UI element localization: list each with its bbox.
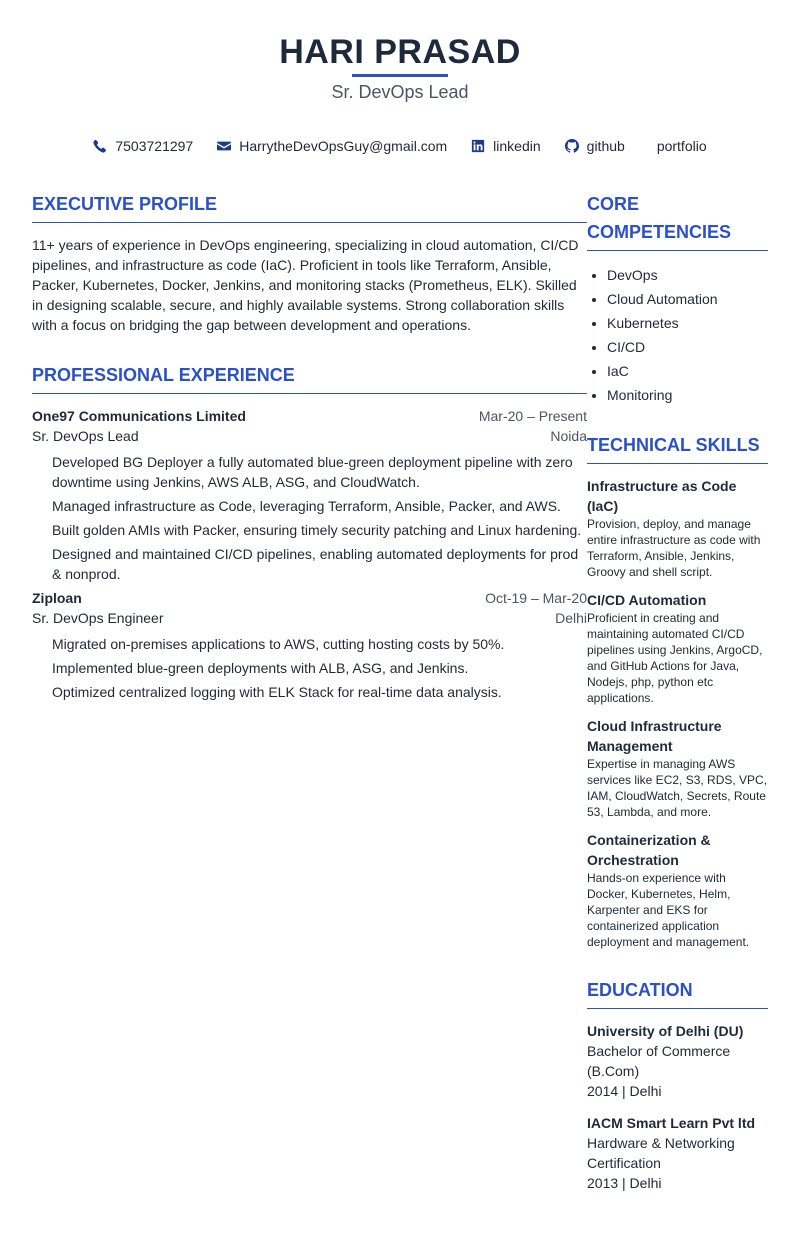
- skill-title: CI/CD Automation: [587, 592, 707, 608]
- edu-school: University of Delhi (DU): [587, 1023, 744, 1039]
- competency-item: • Cloud Automation: [607, 287, 768, 311]
- job-location: Noida: [550, 428, 587, 444]
- job-bullet: Implemented blue-green deployments with ALB, ASG, and Jenkins.: [52, 660, 469, 676]
- education-item: [587, 1113, 768, 1193]
- edu-school: IACM Smart Learn Pvt ltd: [587, 1115, 756, 1131]
- skill-item: [587, 830, 768, 950]
- contact-github-text: github: [586, 138, 625, 154]
- skill-title: Containerization & Orchestration: [587, 832, 711, 868]
- job-bullets: [32, 452, 587, 584]
- experience-section: [32, 361, 587, 702]
- edu-meta: 2013 | Delhi: [587, 1175, 662, 1191]
- name-underline: [352, 74, 448, 77]
- section-title-competencies: CORE COMPETENCIES: [587, 190, 768, 251]
- skill-title: Cloud Infrastructure Management: [587, 718, 722, 754]
- skill-title: Infrastructure as Code (IaC): [587, 478, 737, 514]
- skill-item: [587, 716, 768, 820]
- job-bullet: Migrated on-premises applications to AWS, cutting hosting costs by 50%.: [52, 636, 505, 652]
- contact-linkedin-text: linkedin: [493, 138, 541, 154]
- executive-profile-section: [32, 190, 587, 335]
- competency-item: • IaC: [607, 359, 768, 383]
- resume-header: [0, 30, 800, 103]
- contact-phone-text: 7503721297: [115, 138, 194, 154]
- job-location: Delhi: [555, 610, 587, 626]
- skill-desc: Expertise in managing AWS services like EC2, S3, RDS, VPC, IAM, CloudWatch, Secrets, Route 53, Lambda, and more.: [587, 757, 768, 819]
- contact-portfolio[interactable]: [657, 137, 707, 155]
- job-position: Sr. DevOps Lead: [32, 428, 139, 444]
- job-position: Sr. DevOps Engineer: [32, 610, 164, 626]
- job-dates: Oct-19 – Mar-20: [485, 590, 587, 606]
- job-entry: [32, 588, 587, 702]
- contact-linkedin[interactable]: [471, 137, 540, 155]
- contact-bar: [0, 137, 800, 155]
- section-title-experience: PROFESSIONAL EXPERIENCE: [32, 361, 587, 394]
- skill-desc: Proficient in creating and maintaining automated CI/CD pipelines using Jenkins, ArgoCD, and GitHub Actions for Java, Nodejs, php, python etc applications.: [587, 611, 763, 705]
- contact-email-text: HarrytheDevOpsGuy@gmail.com: [239, 138, 448, 154]
- edu-degree: Bachelor of Commerce (B.Com): [587, 1043, 731, 1079]
- job-bullet: Built golden AMIs with Packer, ensuring timely security patching and Linux hardening.: [52, 522, 582, 538]
- job-company: One97 Communications Limited: [32, 408, 246, 424]
- section-title-profile: EXECUTIVE PROFILE: [32, 190, 587, 223]
- skill-item: [587, 476, 768, 580]
- competency-item: • DevOps: [607, 263, 768, 287]
- skill-desc: Hands-on experience with Docker, Kubernetes, Helm, Karpenter and EKS for containerized application deployment and management.: [587, 871, 750, 949]
- section-title-education: EDUCATION: [587, 976, 768, 1009]
- competency-list: [587, 263, 768, 407]
- contact-email[interactable]: [217, 137, 447, 155]
- job-dates: Mar-20 – Present: [478, 408, 587, 424]
- sidebar-column: [587, 190, 768, 1193]
- phone-icon: [93, 139, 107, 153]
- candidate-role: Sr. DevOps Lead: [331, 82, 469, 102]
- profile-text: 11+ years of experience in DevOps engineering, specializing in cloud automation, CI/CD pipelines, and infrastructure as code (IaC). Proficient in tools like Terraform, Ansible, Packer, Kubernetes, Docker, Jenkins, and monitoring stacks (Prometheus, ELK). Skilled in designing scalable, secure, and highly available systems. Strong collaboration skills with a focus on bridging the gap between development and operations.: [32, 237, 579, 333]
- job-bullets: [32, 634, 587, 702]
- candidate-name: HARI PRASAD: [279, 33, 521, 71]
- main-column: [32, 190, 587, 706]
- contact-github[interactable]: [565, 137, 625, 155]
- job-bullet: Developed BG Deployer a fully automated blue-green deployment pipeline with zero downtime using Jenkins, AWS ALB, ASG, and CloudWatch.: [52, 454, 573, 490]
- linkedin-icon: [471, 139, 485, 153]
- job-bullet: Managed infrastructure as Code, leveraging Terraform, Ansible, Packer, and AWS.: [52, 498, 561, 514]
- competency-item: • CI/CD: [607, 335, 768, 359]
- technical-skills-section: [587, 431, 768, 950]
- job-bullet: Designed and maintained CI/CD pipelines, enabling automated deployments for prod & nonprod.: [52, 546, 579, 582]
- skill-desc: Provision, deploy, and manage entire infrastructure as code with Terraform, Ansible, Jenkins, Groovy and shell script.: [587, 517, 761, 579]
- github-icon: [565, 139, 579, 153]
- competencies-section: [587, 190, 768, 407]
- section-title-skills: TECHNICAL SKILLS: [587, 431, 768, 464]
- competency-item: • Kubernetes: [607, 311, 768, 335]
- education-section: [587, 976, 768, 1193]
- competency-item: • Monitoring: [607, 383, 768, 407]
- job-bullet: Optimized centralized logging with ELK Stack for real-time data analysis.: [52, 684, 502, 700]
- edu-meta: 2014 | Delhi: [587, 1083, 662, 1099]
- skill-item: [587, 590, 768, 706]
- job-company: Ziploan: [32, 590, 82, 606]
- envelope-icon: [217, 139, 231, 153]
- edu-degree: Hardware & Networking Certification: [587, 1135, 735, 1171]
- contact-portfolio-text: portfolio: [656, 138, 707, 154]
- contact-phone[interactable]: [93, 137, 193, 155]
- job-entry: [32, 406, 587, 584]
- education-item: [587, 1021, 768, 1101]
